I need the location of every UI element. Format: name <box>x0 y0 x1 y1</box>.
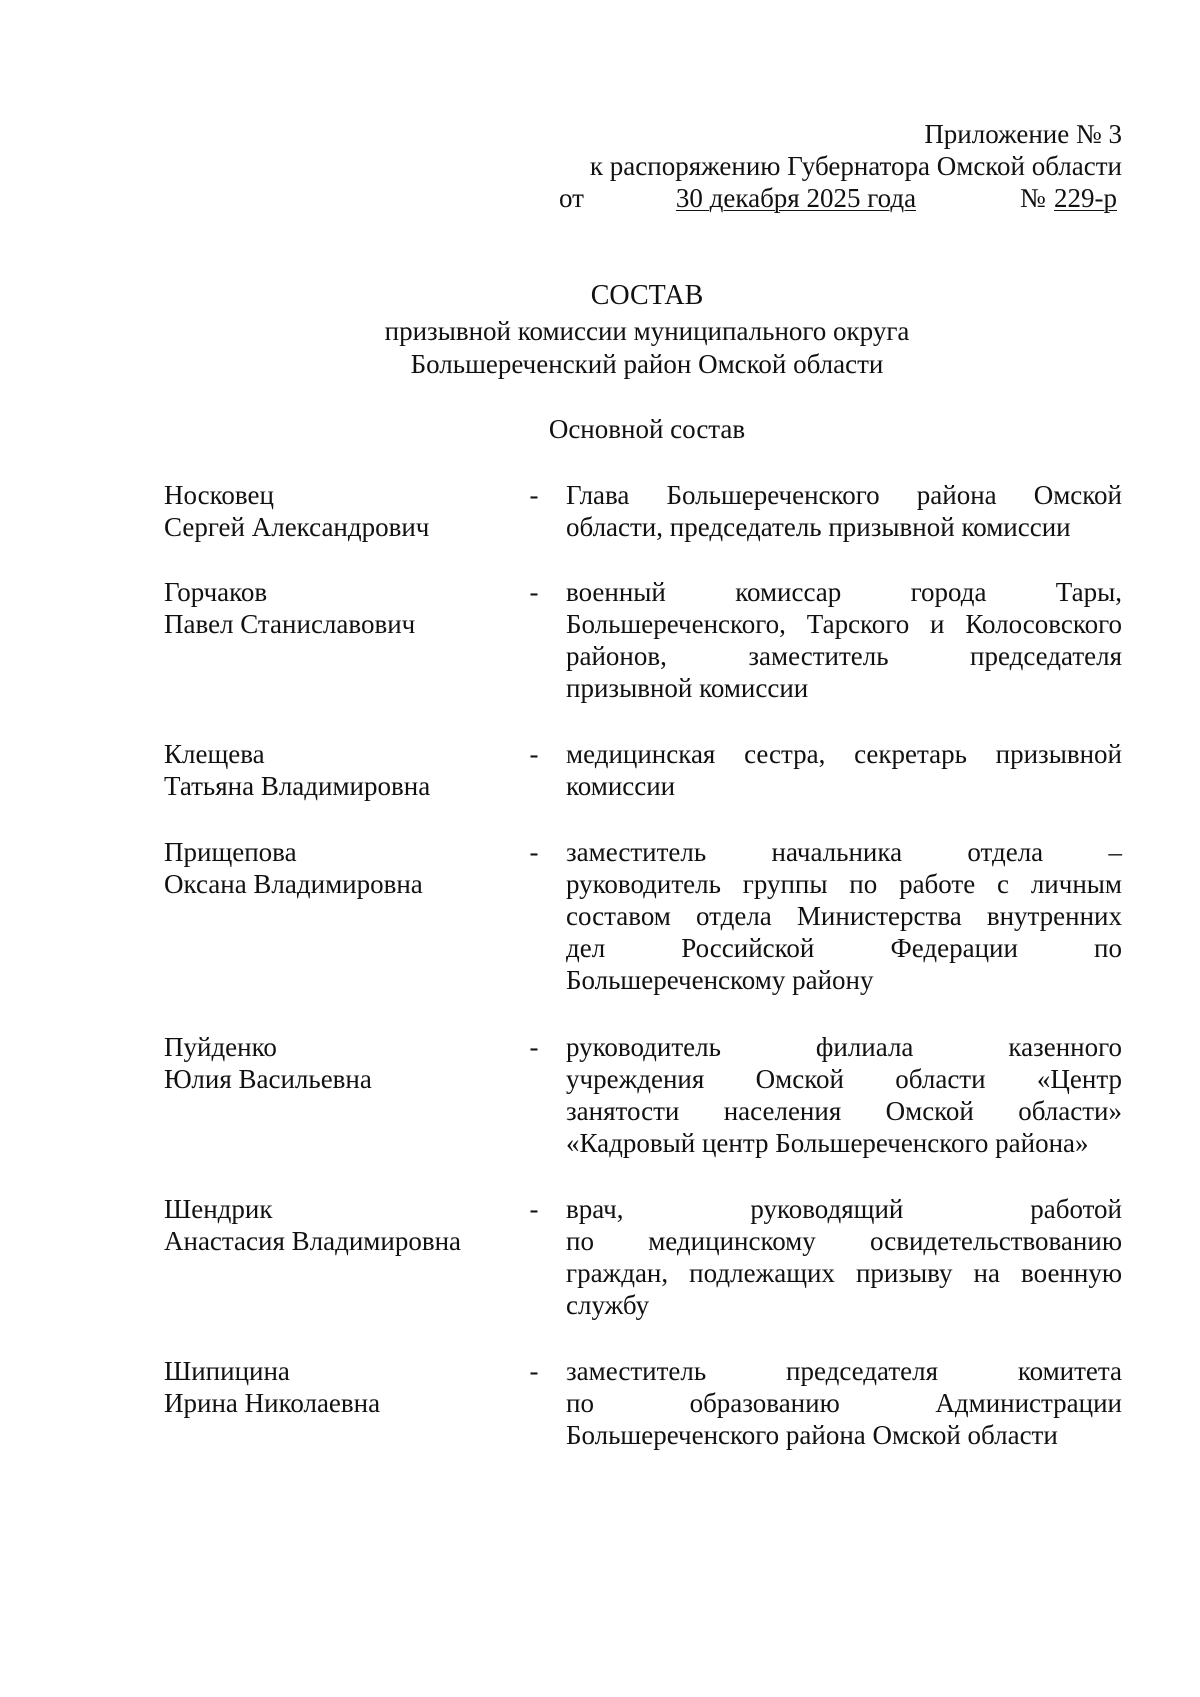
position-line: Глава Большереченского района Омской <box>566 480 1122 510</box>
number-prefix: № <box>1020 183 1046 213</box>
member-given-name: Ирина Николаевна <box>164 1388 381 1418</box>
position-line: руководитель группы по работе с личным <box>566 869 1122 899</box>
dash-separator: - <box>529 480 539 510</box>
position-line: дел Российской Федерации по <box>566 933 1122 963</box>
order-reference: к распоряжению Губернатора Омской области <box>589 151 1122 181</box>
position-line: заместитель председателя комитета <box>566 1356 1122 1386</box>
position-line: призывной комиссии <box>566 673 809 703</box>
member-given-name: Татьяна Владимировна <box>164 771 431 801</box>
dash-separator: - <box>529 1194 539 1224</box>
member-surname: Горчаков <box>164 577 268 607</box>
position-line: граждан, подлежащих призыву на военную <box>566 1258 1122 1288</box>
position-line: руководитель филиала казенного <box>566 1032 1122 1062</box>
member-surname: Носковец <box>164 480 274 510</box>
section-title: Основной состав <box>548 414 746 444</box>
member-name <box>164 1193 524 1257</box>
member-name <box>164 836 524 900</box>
member-name <box>164 1031 524 1095</box>
position-line: области, председатель призывной комиссии <box>566 512 1071 542</box>
position-line: службу <box>566 1290 650 1320</box>
member-name <box>164 1355 524 1419</box>
dash-separator: - <box>529 739 539 769</box>
position-line: составом отдела Министерства внутренних <box>566 901 1122 931</box>
member-name <box>164 576 524 640</box>
member-given-name: Анастасия Владимировна <box>164 1226 461 1256</box>
member-given-name: Юлия Васильевна <box>164 1064 372 1094</box>
member-position <box>566 1031 1122 1159</box>
position-line: районов, заместитель председателя <box>566 641 1122 671</box>
member-name <box>164 738 524 802</box>
position-line: «Кадровый центр Большереченского района» <box>566 1128 1089 1158</box>
member-surname: Шендрик <box>164 1194 273 1224</box>
member-surname: Клещева <box>164 739 265 769</box>
member-given-name: Павел Станиславович <box>164 609 416 639</box>
position-line: военный комиссар города Тары, <box>566 577 1122 607</box>
document-title: СОСТАВ <box>590 280 704 311</box>
position-line: Большереченского, Тарского и Колосовского <box>566 609 1122 639</box>
dash-separator: - <box>529 577 539 607</box>
position-line: медицинская сестра, секретарь призывной <box>566 739 1122 769</box>
dash-separator: - <box>529 1032 539 1062</box>
dash-separator: - <box>529 837 539 867</box>
member-given-name: Оксана Владимировна <box>164 869 423 899</box>
member-surname: Пуйденко <box>164 1032 277 1062</box>
member-surname: Шипицина <box>164 1356 290 1386</box>
order-date: 30 декабря 2025 года <box>675 183 917 213</box>
member-position <box>566 738 1122 802</box>
title-line-2: Большереченский район Омской области <box>410 349 884 379</box>
position-line: врач, руководящий работой <box>566 1194 1122 1224</box>
member-position <box>566 576 1122 704</box>
appendix-number: Приложение № 3 <box>924 119 1122 149</box>
position-line: Большереченского района Омской области <box>566 1420 1058 1450</box>
position-line: по медицинскому освидетельствованию <box>566 1226 1122 1256</box>
position-line: занятости населения Омской области» <box>566 1096 1122 1126</box>
member-position <box>566 1355 1122 1451</box>
member-surname: Прищепова <box>164 837 297 867</box>
member-position <box>566 479 1122 543</box>
position-line: Большереченскому району <box>566 965 874 995</box>
order-number: 229-р <box>1054 183 1117 213</box>
member-position <box>566 1193 1122 1321</box>
dash-separator: - <box>529 1356 539 1386</box>
position-line: комиссии <box>566 771 676 801</box>
position-line: по образованию Администрации <box>566 1388 1122 1418</box>
title-line-1: призывной комиссии муниципального округа <box>384 316 910 346</box>
member-name <box>164 479 524 543</box>
position-line: заместитель начальника отдела – <box>566 837 1122 867</box>
member-given-name: Сергей Александрович <box>164 512 430 542</box>
position-line: учреждения Омской области «Центр <box>566 1064 1122 1094</box>
member-position <box>566 836 1122 996</box>
date-prefix: от <box>559 183 584 213</box>
